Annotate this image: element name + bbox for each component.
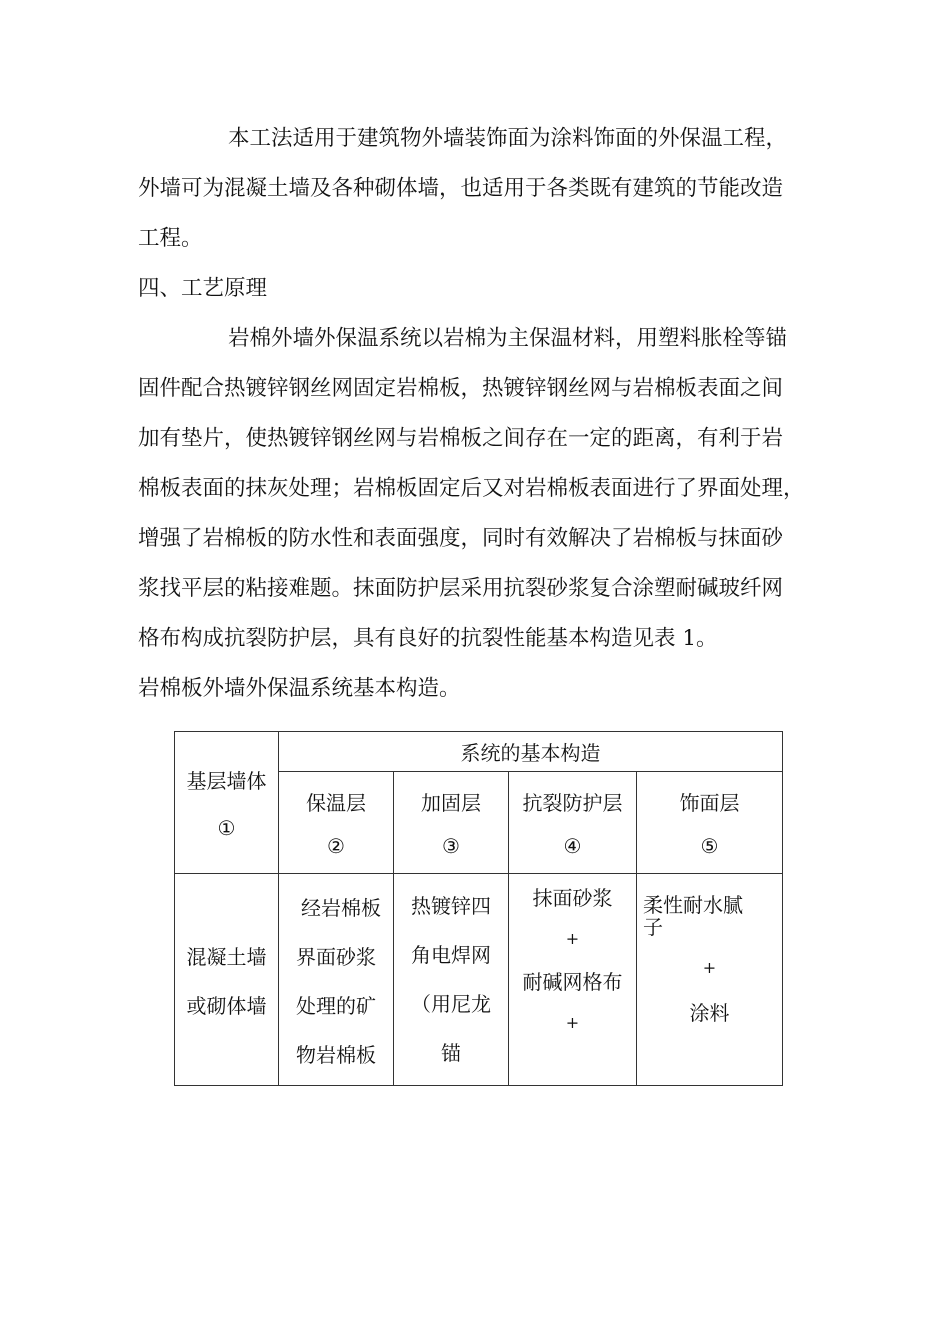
paragraph-line: 浆找平层的粘接难题。抹面防护层采用抗裂砂浆复合涂塑耐碱玻纤网 — [138, 576, 784, 601]
header-base-wall-num: ① — [217, 816, 236, 840]
cell-finish — [637, 874, 783, 1086]
cell-line: 柔性耐水腻 — [643, 893, 743, 917]
cell-line: 热镀锌四 — [411, 894, 491, 918]
paragraph-line: 岩棉外墙外保温系统以岩棉为主保温材料，用塑料胀栓等锚 — [228, 326, 788, 351]
cell-line: 角电焊网 — [411, 943, 491, 967]
header-insulation — [279, 772, 394, 874]
header-label: 饰面层 — [679, 791, 740, 815]
header-num: ② — [327, 834, 345, 858]
header-finish — [637, 772, 783, 874]
header-crack-protection — [509, 772, 637, 874]
paragraph-line: 本工法适用于建筑物外墙装饰面为涂料饰面的外保温工程， — [228, 126, 788, 151]
paragraph-line: 固件配合热镀锌钢丝网固定岩棉板，热镀锌钢丝网与岩棉板表面之间 — [138, 376, 784, 401]
cell-crack-protection — [509, 874, 637, 1086]
header-base-wall-label: 基层墙体 — [186, 769, 267, 793]
table-caption: 岩棉板外墙外保温系统基本构造。 — [138, 676, 461, 701]
cell-line: 涂料 — [689, 1001, 730, 1025]
header-num: ④ — [563, 834, 582, 858]
header-group — [279, 732, 783, 772]
header-num: ⑤ — [700, 834, 719, 858]
cell-line: 耐碱网格布 — [522, 970, 623, 994]
cell-line: 抹面砂浆 — [532, 886, 613, 910]
construction-table — [174, 731, 783, 1086]
cell-line: 子 — [643, 915, 663, 939]
plus-sign: + — [702, 958, 717, 977]
header-group-label: 系统的基本构造 — [460, 741, 601, 765]
paragraph-line: 加有垫片，使热镀锌钢丝网与岩棉板之间存在一定的距离，有利于岩 — [138, 426, 784, 451]
plus-sign: + — [565, 1013, 580, 1032]
header-base-wall — [175, 732, 279, 874]
header-reinforce — [394, 772, 509, 874]
cell-reinforce — [394, 874, 509, 1086]
paragraph-line: 格布构成抗裂防护层，具有良好的抗裂性能基本构造见表 1。 — [138, 626, 718, 651]
cell-insulation — [279, 874, 394, 1086]
cell-line: 处理的矿 — [296, 993, 376, 1018]
cell-line: 物岩棉板 — [296, 1042, 376, 1067]
cell-line: 混凝土墙 — [186, 944, 267, 969]
cell-line: 或砌体墙 — [186, 993, 267, 1018]
cell-line: 锚 — [441, 1041, 461, 1065]
paragraph-line: 外墙可为混凝土墙及各种砌体墙，也适用于各类既有建筑的节能改造 — [138, 176, 784, 201]
cell-line: 经岩棉板 — [301, 895, 381, 920]
cell-line: 界面砂浆 — [296, 944, 376, 969]
header-label: 加固层 — [421, 791, 481, 815]
cell-base-wall — [175, 874, 279, 1086]
plus-sign: + — [565, 929, 580, 948]
header-num: ③ — [442, 834, 460, 858]
header-label: 抗裂防护层 — [522, 791, 623, 815]
header-label: 保温层 — [306, 791, 366, 815]
cell-line: （用尼龙 — [411, 992, 491, 1016]
section-heading: 四、工艺原理 — [138, 276, 268, 301]
paragraph-line: 增强了岩棉板的防水性和表面强度，同时有效解决了岩棉板与抹面砂 — [138, 526, 784, 551]
paragraph-line: 棉板表面的抹灰处理；岩棉板固定后又对岩棉板表面进行了界面处理， — [138, 476, 805, 501]
paragraph-line: 工程。 — [138, 226, 203, 251]
